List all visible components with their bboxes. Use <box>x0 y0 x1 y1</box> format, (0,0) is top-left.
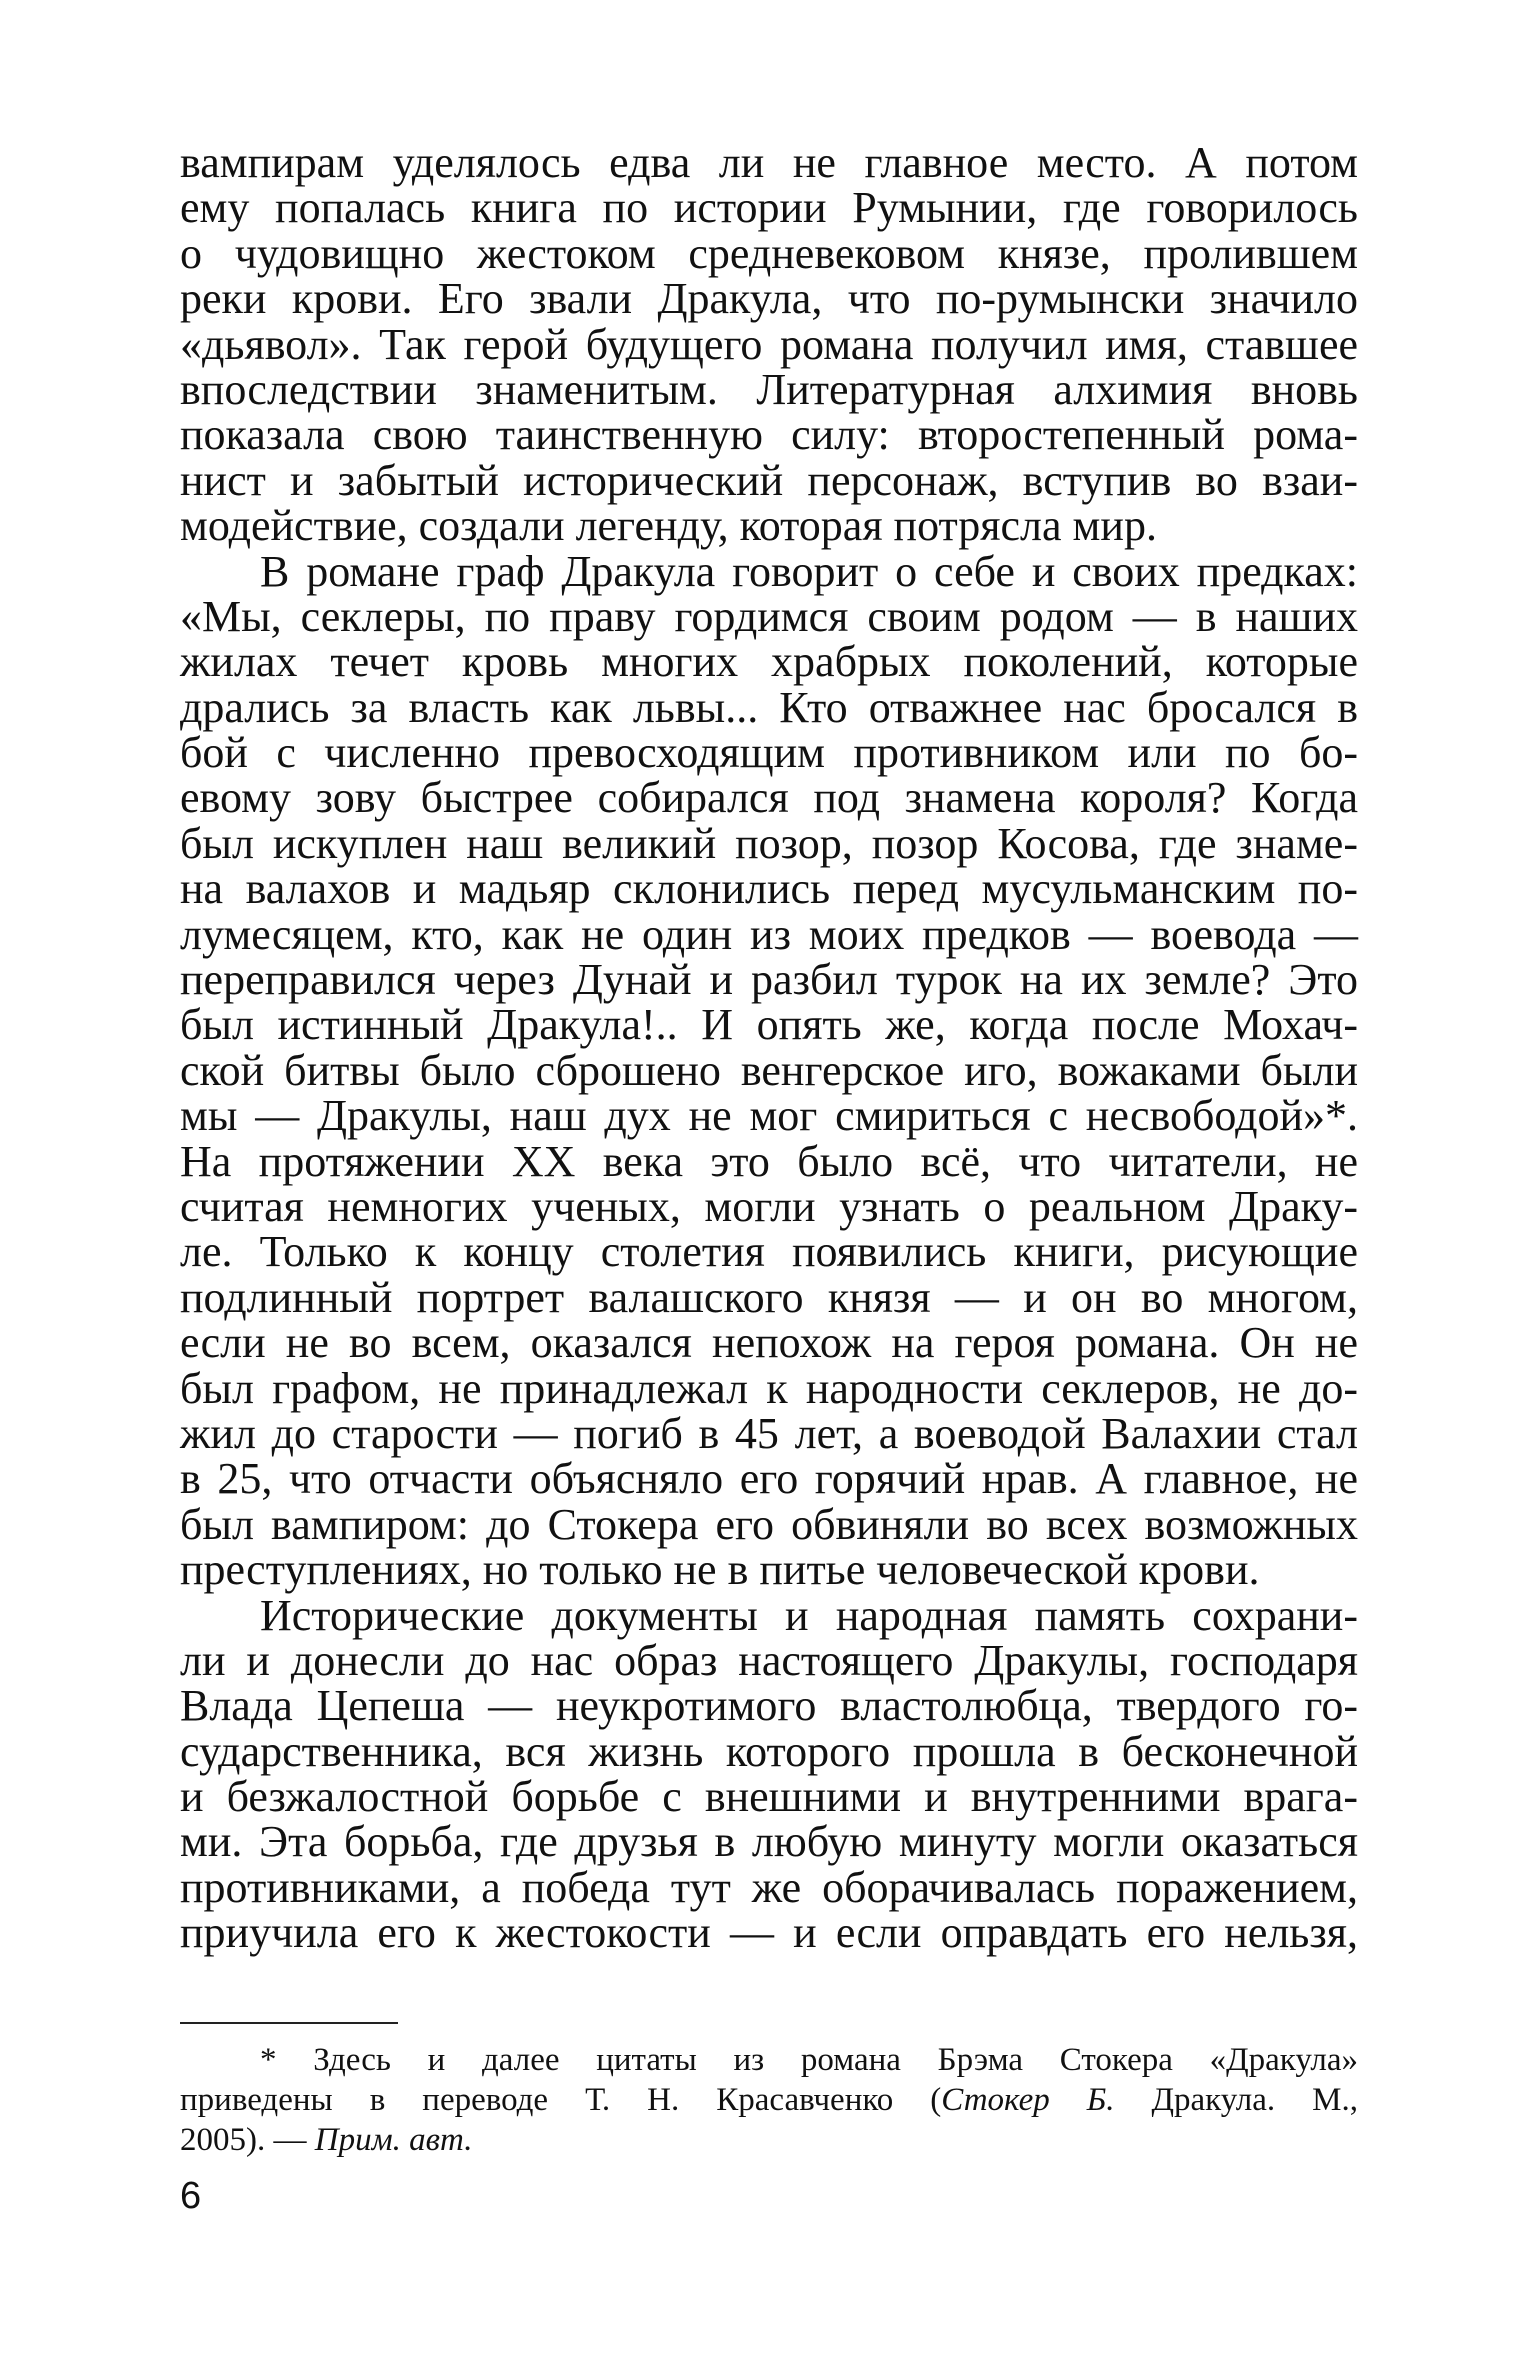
text-line: ле. Только к концу столетия появились книги, рисующие <box>180 1227 1358 1277</box>
text-line: ской битвы было сброшено венгерское иго, вожаками были <box>180 1045 1358 1095</box>
text-line: бой с численно превосходящим противником или по бо- <box>180 728 1358 778</box>
text-line: нист и забытый исторический персонаж, вступив во взаи- <box>180 455 1358 505</box>
text-line: преступлениях, но только не в питье человеческой крови. <box>180 1545 1260 1595</box>
text-line: ми. Эта борьба, где друзья в любую минуту могли оказаться <box>180 1817 1358 1867</box>
text-line: был вампиром: до Стокера его обвиняли во всех возможных <box>180 1499 1358 1549</box>
footnote-line-1: * Здесь и далее цитаты из романа Брэма Стокера «Дракула» <box>260 2042 1358 2078</box>
text-line: мы — Дракулы, наш дух не мог смириться с несвободой»*. <box>180 1091 1358 1141</box>
footnote <box>180 2040 1358 2160</box>
text-line: модействие, создали легенду, которая потрясла мир. <box>180 501 1157 551</box>
text-line: о чудовищно жестоком средневековом князе, пролившем <box>180 228 1358 278</box>
text-line: На протяжении XX века это было всё, что читатели, не <box>180 1136 1358 1186</box>
text-line: был графом, не принадлежал к народности секлеров, не до- <box>180 1363 1358 1413</box>
text-line: жил до старости — погиб в 45 лет, а воеводой Валахии стал <box>180 1408 1358 1458</box>
paragraph-1 <box>180 140 1358 549</box>
text-line: ли и донесли до нас образ настоящего Дракулы, господаря <box>180 1635 1358 1685</box>
footnote-text: 2005). — <box>180 2122 315 2158</box>
paragraph-3 <box>180 1590 1358 1958</box>
text-line: Влада Цепеша — неукротимого властолюбца, твердого го- <box>180 1681 1358 1731</box>
text-line: реки крови. Его звали Дракула, что по-румынски значило <box>180 274 1358 324</box>
text-line: жилах течет кровь многих храбрых поколений, которые <box>180 637 1358 687</box>
text-line: считая немногих ученых, могли узнать о реальном Драку- <box>180 1181 1358 1231</box>
footnote-divider <box>180 2022 398 2024</box>
text-line: дрались за власть как львы... Кто отважнее нас бросался в <box>180 682 1358 732</box>
text-line: «дьявол». Так герой будущего романа получил имя, ставшее <box>180 319 1358 369</box>
text-line: противниками, а победа тут же оборачивалась поражением, <box>180 1862 1358 1912</box>
text-line: на валахов и мадьяр склонились перед мусульманским по- <box>180 864 1358 914</box>
text-line: впоследствии знаменитым. Литературная алхимия вновь <box>180 364 1358 414</box>
text-line: В романе граф Дракула говорит о себе и своих предках: <box>260 546 1358 596</box>
footnote-text: Дракула. М., <box>1114 2082 1359 2118</box>
body-text <box>180 140 1358 1956</box>
text-line: приучила его к жестокости — и если оправдать его нельзя, <box>180 1908 1358 1958</box>
text-line: вампирам уделялось едва ли не главное место. А потом <box>180 138 1358 187</box>
text-line: был истинный Дракула!.. И опять же, когда после Мохач- <box>180 1000 1358 1050</box>
page-number: 6 <box>180 2175 202 2217</box>
text-line: ему попалась книга по истории Румынии, где говорилось <box>180 183 1358 233</box>
text-line: лумесяцем, кто, как не один из моих предков — воевода — <box>180 909 1358 959</box>
text-line: переправился через Дунай и разбил турок на их земле? Это <box>180 955 1358 1005</box>
text-line: был искуплен наш великий позор, позор Косова, где знаме- <box>180 818 1358 868</box>
footnote-italic-author: Стокер Б. <box>941 2082 1115 2118</box>
text-line: если не во всем, оказался непохож на героя романа. Он не <box>180 1318 1358 1368</box>
text-line: «Мы, секлеры, по праву гордимся своим родом — в наших <box>180 591 1358 641</box>
footnote-italic-note: Прим. авт. <box>314 2122 473 2158</box>
text-line: показала свою таинственную силу: второстепенный рома- <box>180 410 1358 460</box>
text-line: евому зову быстрее собирался под знамена короля? Когда <box>180 773 1358 823</box>
text-line: подлинный портрет валашского князя — и он во многом, <box>180 1272 1358 1322</box>
text-line: Исторические документы и народная память сохрани- <box>260 1590 1358 1640</box>
footnote-line-2 <box>180 2080 1358 2120</box>
footnote-text: приведены в переводе Т. Н. Красавченко ( <box>180 2082 942 2118</box>
paragraph-2 <box>180 546 1358 1595</box>
text-line: в 25, что отчасти объясняло его горячий нрав. А главное, не <box>180 1454 1358 1504</box>
text-line: сударственника, вся жизнь которого прошла в бесконечной <box>180 1726 1358 1776</box>
footnote-line-3 <box>180 2120 1358 2160</box>
text-line: и безжалостной борьбе с внешними и внутренними врага- <box>180 1772 1358 1822</box>
